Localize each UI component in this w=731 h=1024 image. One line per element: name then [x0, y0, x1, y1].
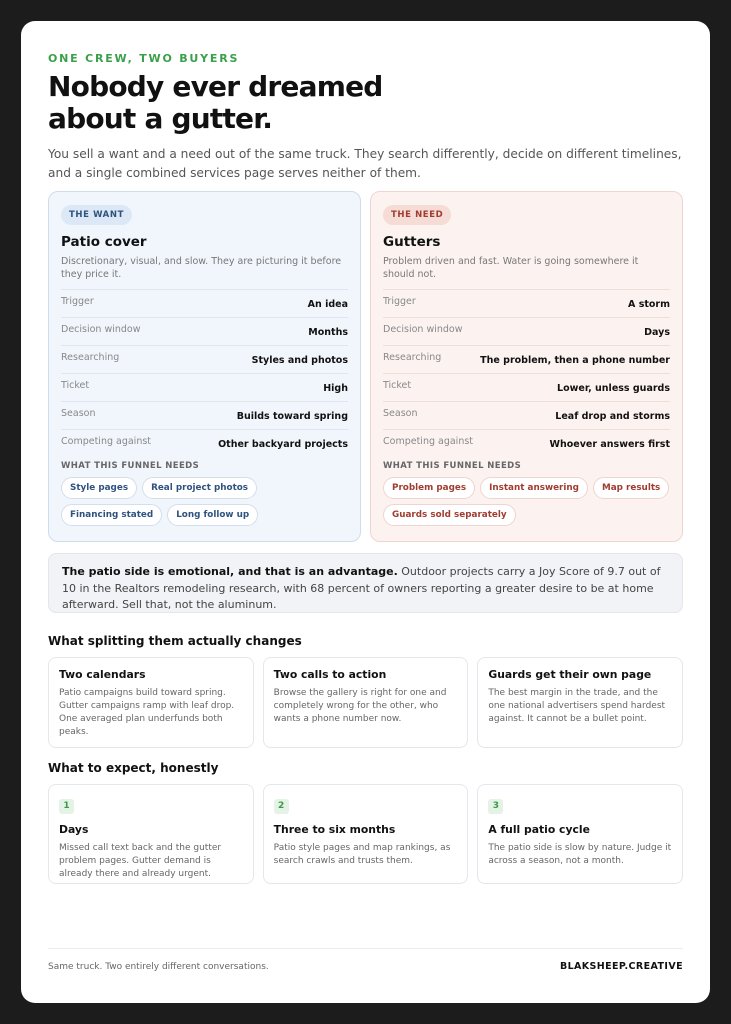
need-funnel-label: WHAT THIS FUNNEL NEEDS	[383, 461, 522, 471]
attribute-row	[61, 429, 348, 457]
attribute-key: Competing against	[61, 436, 152, 447]
attribute-key: Season	[61, 408, 96, 419]
chip-financing-stated: Financing stated	[61, 504, 162, 526]
box-title: Three to six months	[273, 823, 396, 836]
step-number-badge: 1	[59, 799, 74, 814]
chip-map-results: Map results	[593, 477, 669, 499]
change-box	[263, 657, 469, 748]
changes-heading: What splitting them actually changes	[48, 634, 302, 648]
footer-tagline: Same truck. Two entirely different conversations.	[48, 962, 269, 972]
need-title: Gutters	[383, 234, 441, 250]
want-chips	[61, 477, 348, 526]
chip-guards-sold-separately: Guards sold separately	[383, 504, 516, 526]
attribute-key: Ticket	[61, 380, 90, 391]
change-box	[48, 657, 254, 748]
attribute-key: Decision window	[61, 324, 141, 335]
attribute-row	[383, 373, 670, 401]
attribute-row	[383, 401, 670, 429]
need-tag: THE NEED	[383, 205, 451, 225]
callout-text: Outdoor projects carry a Joy Score of 9.7 out of 10 in the Realtors remodeling research, with 68 percent of owners reporting a greater desire to be at home afterward. Sell that, not the aluminum.	[62, 565, 661, 611]
need-attributes	[383, 289, 670, 457]
need-chips	[383, 477, 670, 526]
box-title: Days	[59, 823, 89, 836]
box-body: Browse the gallery is right for one and completely wrong for the other, who wants a phone number now.	[273, 688, 447, 724]
attribute-row	[61, 289, 348, 317]
attribute-key: Season	[383, 408, 418, 419]
callout-lead: The patio side is emotional, and that is an advantage.	[62, 565, 398, 578]
attribute-value: The problem, then a phone number	[480, 355, 670, 366]
footer-brand: BLAKSHEEP.CREATIVE	[559, 961, 683, 972]
attribute-key: Ticket	[383, 380, 412, 391]
need-card	[370, 191, 683, 542]
attribute-row	[383, 289, 670, 317]
expect-heading: What to expect, honestly	[48, 761, 219, 775]
attribute-value: Other backyard projects	[218, 439, 348, 450]
attribute-row	[383, 317, 670, 345]
box-body: The patio side is slow by nature. Judge it across a season, not a month.	[488, 843, 672, 866]
attribute-value: Leaf drop and storms	[555, 411, 670, 422]
page-title: Nobody ever dreamed about a gutter.	[48, 70, 383, 135]
document-page	[21, 21, 710, 1003]
box-title: Two calls to action	[273, 668, 387, 681]
attribute-value: Days	[644, 327, 670, 338]
attribute-key: Competing against	[383, 436, 474, 447]
attribute-key: Decision window	[383, 324, 463, 335]
attribute-row	[61, 401, 348, 429]
attribute-row	[383, 345, 670, 373]
want-card	[48, 191, 361, 542]
lede-paragraph: You sell a want and a need out of the same truck. They search differently, decide on different timelines, and a single combined services page serves neither of them.	[48, 147, 682, 180]
expect-box	[477, 784, 683, 884]
attribute-value: Builds toward spring	[236, 411, 348, 422]
attribute-value: Lower, unless guards	[557, 383, 670, 394]
chip-real-project-photos: Real project photos	[142, 477, 257, 499]
attribute-key: Trigger	[383, 296, 416, 307]
attribute-value: High	[323, 383, 348, 394]
changes-boxes	[48, 657, 683, 748]
attribute-key: Researching	[61, 352, 120, 363]
change-box	[477, 657, 683, 748]
want-attributes	[61, 289, 348, 457]
need-description: Problem driven and fast. Water is going somewhere it should not.	[383, 256, 639, 280]
box-title: A full patio cycle	[488, 823, 590, 836]
want-funnel-label: WHAT THIS FUNNEL NEEDS	[61, 461, 200, 471]
attribute-row	[61, 345, 348, 373]
footer-divider	[48, 948, 683, 949]
box-body: The best margin in the trade, and the one national advertisers spend hardest against. It cannot be a bullet point.	[488, 688, 666, 724]
box-body: Missed call text back and the gutter problem pages. Gutter demand is already there and already urgent.	[59, 843, 222, 879]
attribute-row	[61, 317, 348, 345]
want-title: Patio cover	[61, 234, 147, 250]
expect-boxes	[48, 784, 683, 884]
attribute-value: Styles and photos	[251, 355, 348, 366]
eyebrow: ONE CREW, TWO BUYERS	[48, 52, 240, 65]
step-number-badge: 2	[274, 799, 289, 814]
step-number-badge: 3	[488, 799, 503, 814]
attribute-key: Trigger	[61, 296, 94, 307]
attribute-value: Months	[308, 327, 348, 338]
attribute-value: Whoever answers first	[549, 439, 670, 450]
attribute-value: An idea	[307, 299, 348, 310]
callout-box	[48, 553, 683, 613]
expect-box	[48, 784, 254, 884]
box-title: Guards get their own page	[488, 668, 652, 681]
chip-instant-answering: Instant answering	[480, 477, 588, 499]
chip-long-follow-up: Long follow up	[167, 504, 258, 526]
attribute-value: A storm	[628, 299, 670, 310]
box-body: Patio campaigns build toward spring. Gutter campaigns ramp with leaf drop. One averaged plan underfunds both peaks.	[59, 688, 235, 737]
chip-style-pages: Style pages	[61, 477, 137, 499]
attribute-key: Researching	[383, 352, 442, 363]
want-description: Discretionary, visual, and slow. They are picturing it before they price it.	[61, 256, 342, 280]
want-tag: THE WANT	[61, 205, 132, 225]
chip-problem-pages: Problem pages	[383, 477, 475, 499]
box-title: Two calendars	[59, 668, 146, 681]
attribute-row	[383, 429, 670, 457]
box-body: Patio style pages and map rankings, as search crawls and trusts them.	[273, 843, 451, 866]
attribute-row	[61, 373, 348, 401]
expect-box	[263, 784, 469, 884]
